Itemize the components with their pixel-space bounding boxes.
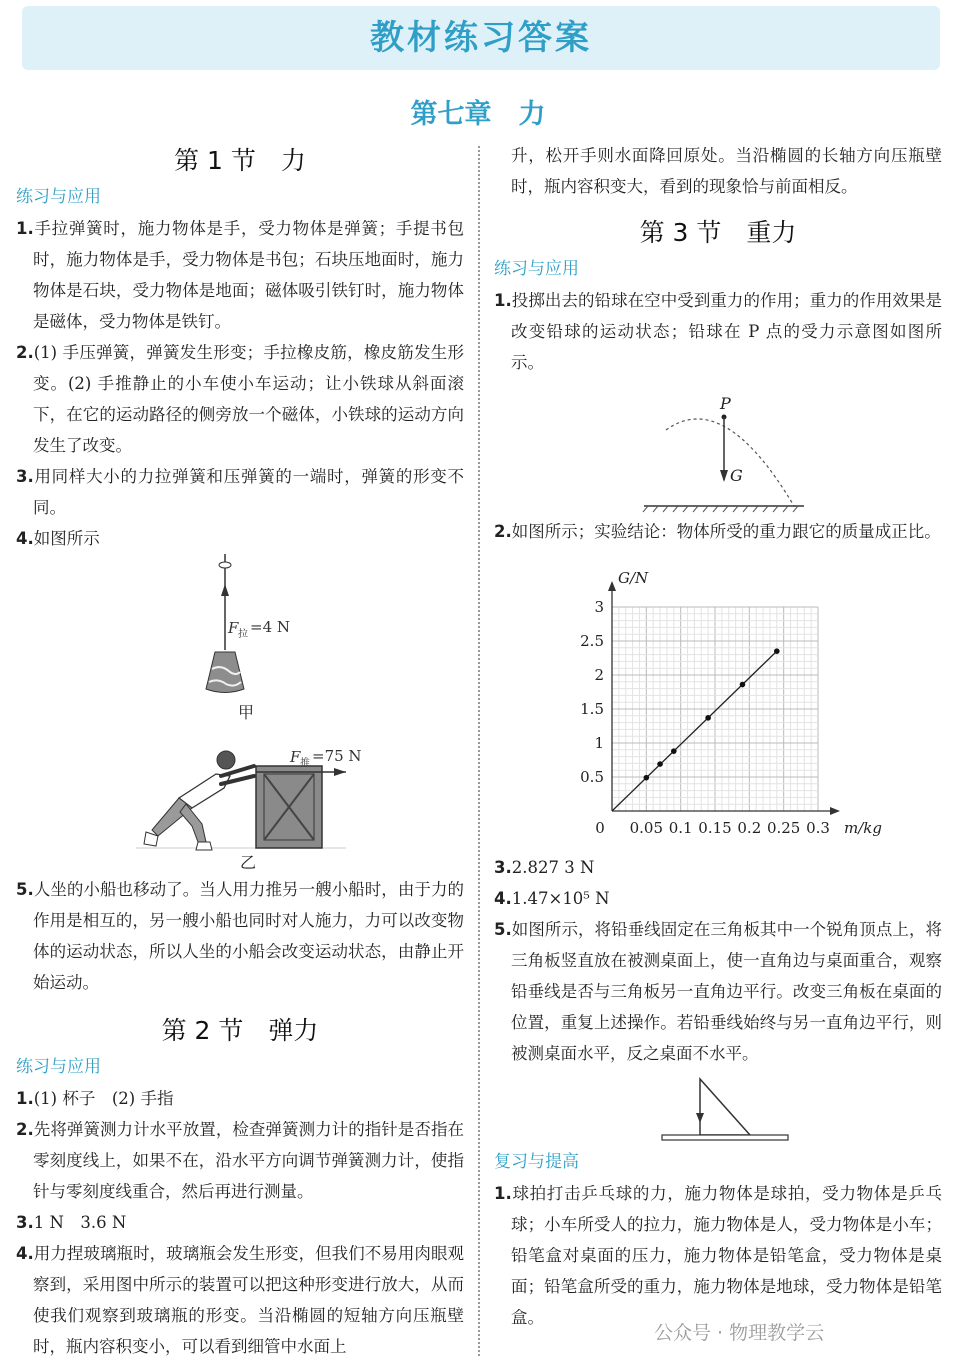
fa-symbol: F — [228, 619, 239, 637]
item-number: 4. — [16, 1244, 34, 1263]
section-1-title: 第 1 节 力 — [174, 146, 306, 175]
item-number: 3. — [494, 858, 512, 877]
x-axis-arrow-icon — [830, 807, 840, 815]
review-item-1 — [494, 1178, 942, 1333]
s1-item-1 — [16, 213, 464, 337]
item-number: 2. — [494, 522, 512, 541]
s1-item-5 — [16, 874, 464, 998]
column-divider — [478, 146, 480, 1356]
s2-item-3 — [16, 1207, 464, 1238]
item-text: 人坐的小船也移动了。当人用力推另一艘小船时，由于力的作用是相互的，另一艘小船也同时对人施力，力可以改变物体的运动状态，所以人坐的小船会改变运动状态，由静止开始运动。 — [33, 880, 464, 992]
figure-label-a: 甲 — [238, 703, 255, 722]
lamp-figure — [16, 554, 464, 724]
item-number: 5. — [16, 880, 34, 899]
chapter-title: 第七章 力 — [410, 99, 546, 130]
section-3-subtitle: 练习与应用 — [494, 259, 579, 279]
s2-item-2 — [16, 1114, 464, 1207]
fb-symbol: F — [290, 748, 301, 766]
item-number: 1. — [16, 219, 34, 238]
item-text: 2.827 3 N — [511, 858, 595, 877]
fa-value: =4 N — [250, 618, 291, 636]
s3-item-1 — [494, 285, 942, 378]
s1-item-4 — [16, 523, 464, 554]
table-surface — [662, 1135, 788, 1140]
trajectory-curve — [666, 419, 794, 506]
item-text: 球拍打击乒乓球的力，施力物体是球拍，受力物体是乒乓球；小车所受人的拉力，施力物体是人，受力物体是小车；铅笔盒对桌面的压力，施力物体是铅笔盒，受力物体是桌面；铅笔盒所受的重力，施力物体是地球，受力物体是铅笔盒。 — [511, 1184, 942, 1327]
s3-item-2 — [494, 516, 942, 547]
item-text: 用同样大小的力拉弹簧和压弹簧的一端时，弹簧的形变不同。 — [33, 467, 464, 517]
section-1-subtitle: 练习与应用 — [16, 187, 101, 207]
data-point — [740, 682, 746, 688]
data-point — [774, 648, 780, 654]
x-tick-label: 0.2 — [737, 819, 762, 837]
item-number: 4. — [494, 889, 512, 908]
fb-value: =75 N — [312, 747, 362, 765]
y-tick-label: 1 — [594, 734, 604, 752]
s2-item-1 — [16, 1083, 464, 1114]
x-tick-label: 0.3 — [806, 819, 830, 837]
y-tick-label: 1.5 — [580, 700, 604, 718]
s2-item-4-continued: 升，松开手则水面降回原处。当沿椭圆的长轴方向压瓶壁时，瓶内容积变大，看到的现象恰与前面相反。 — [511, 146, 942, 196]
s2-item-4 — [16, 1238, 464, 1362]
watermark: 公众号 · 物理教学云 — [650, 1318, 828, 1345]
y-tick-label: 0.5 — [580, 768, 604, 786]
figure-label-b: 乙 — [240, 853, 257, 872]
banner-title: 教材练习答案 — [370, 18, 592, 58]
item-number: 3. — [16, 467, 34, 486]
person-pushing-icon — [144, 751, 254, 850]
item-text: 1 N 3.6 N — [33, 1213, 127, 1232]
g-m-chart — [494, 547, 942, 852]
section-3-title: 第 3 节 重力 — [639, 218, 797, 247]
item-text: (1) 手压弹簧，弹簧发生形变；手拉橡皮筋，橡皮筋发生形变。(2) 手推静止的小车使小车运动；让小铁球从斜面滚下，在它的运动路径的侧旁放一个磁体，小铁球的运动方向发生了改变。 — [33, 343, 464, 455]
s1-item-3 — [16, 461, 464, 523]
label-g: G — [730, 466, 743, 485]
plumb-line-figure — [494, 1069, 942, 1141]
s3-item-4 — [494, 883, 942, 914]
item-number: 2. — [16, 1120, 34, 1139]
review-subtitle: 复习与提高 — [494, 1152, 579, 1172]
x-tick-label: 0 — [595, 819, 605, 837]
item-number: 5. — [494, 920, 512, 939]
left-column — [16, 140, 464, 1362]
item-text: 如图所示 — [33, 529, 100, 548]
x-tick-label: 0.15 — [698, 819, 732, 837]
x-tick-label: 0.1 — [668, 819, 693, 837]
down-arrow-icon — [720, 470, 728, 482]
item-number: 4. — [16, 529, 34, 548]
data-point — [657, 761, 663, 767]
y-axis-arrow-icon — [608, 581, 616, 591]
item-number: 1. — [494, 1184, 512, 1203]
data-point — [644, 775, 650, 781]
label-p: P — [720, 394, 731, 413]
header-banner — [22, 6, 940, 70]
section-2-title: 第 2 节 弹力 — [161, 1016, 319, 1045]
item-text: 用力捏玻璃瓶时，玻璃瓶会发生形变，但我们不易用肉眼观察到，采用图中所示的装置可以把这种形变进行放大，从而使我们观察到玻璃瓶的形变。当沿椭圆的短轴方向压瓶壁时，瓶内容积变小，可以看到细管中水面上 — [33, 1244, 464, 1356]
item-number: 3. — [16, 1213, 34, 1232]
item-number: 2. — [16, 343, 34, 362]
item-text: 投掷出去的铅球在空中受到重力的作用；重力的作用效果是改变铅球的运动状态；铅球在 P 点的受力示意图如图所示。 — [511, 291, 942, 372]
y-tick-label: 2 — [594, 666, 604, 684]
item-number: 1. — [494, 291, 512, 310]
x-tick-label: 0.25 — [766, 819, 801, 837]
up-arrow-icon — [221, 584, 229, 596]
x-axis-label: m/kg — [844, 819, 882, 837]
s1-item-2 — [16, 337, 464, 461]
s3-item-5 — [494, 914, 942, 1069]
right-arrow-icon — [334, 768, 346, 776]
s3-item-3 — [494, 852, 942, 883]
y-axis-label: G/N — [618, 569, 649, 587]
item-text: 如图所示，将铅垂线固定在三角板其中一个锐角顶点上，将三角板竖直放在被测桌面上，使一直角边与桌面重合，观察铅垂线是否与三角板另一直角边平行。改变三角板在桌面的位置，重复上述操作。若铅垂线始终与另一直角边平行，则被测桌面水平，反之桌面不水平。 — [511, 920, 942, 1063]
x-tick-label: 0.05 — [629, 819, 664, 837]
y-tick-label: 3 — [594, 598, 604, 616]
shot-put-figure — [494, 378, 942, 516]
item-text: (1) 杯子 (2) 手指 — [33, 1089, 174, 1108]
section-2-subtitle: 练习与应用 — [16, 1057, 101, 1077]
item-text: 1.47×10⁵ N — [511, 889, 610, 908]
data-point — [671, 748, 677, 754]
right-column — [494, 140, 942, 1333]
item-text: 手拉弹簧时，施力物体是手，受力物体是弹簧；手提书包时，施力物体是手，受力物体是书包；石块压地面时，施力物体是石块，受力物体是地面；磁体吸引铁钉时，施力物体是磁体，受力物体是铁钉。 — [33, 219, 464, 331]
triangle-ruler-icon — [700, 1079, 750, 1135]
data-point — [705, 715, 711, 721]
y-tick-label: 2.5 — [580, 632, 604, 650]
item-text: 先将弹簧测力计水平放置，检查弹簧测力计的指针是否指在零刻度线上，如果不在，沿水平方向调节弹簧测力计，使指针与零刻度线重合，然后再进行测量。 — [33, 1120, 464, 1201]
item-number: 1. — [16, 1089, 34, 1108]
push-box-figure — [16, 724, 464, 872]
fa-subscript: 拉 — [238, 629, 248, 640]
chart-axes — [608, 581, 840, 815]
item-text: 如图所示；实验结论：物体所受的重力跟它的质量成正比。 — [511, 522, 941, 541]
fb-subscript: 推 — [300, 758, 310, 769]
